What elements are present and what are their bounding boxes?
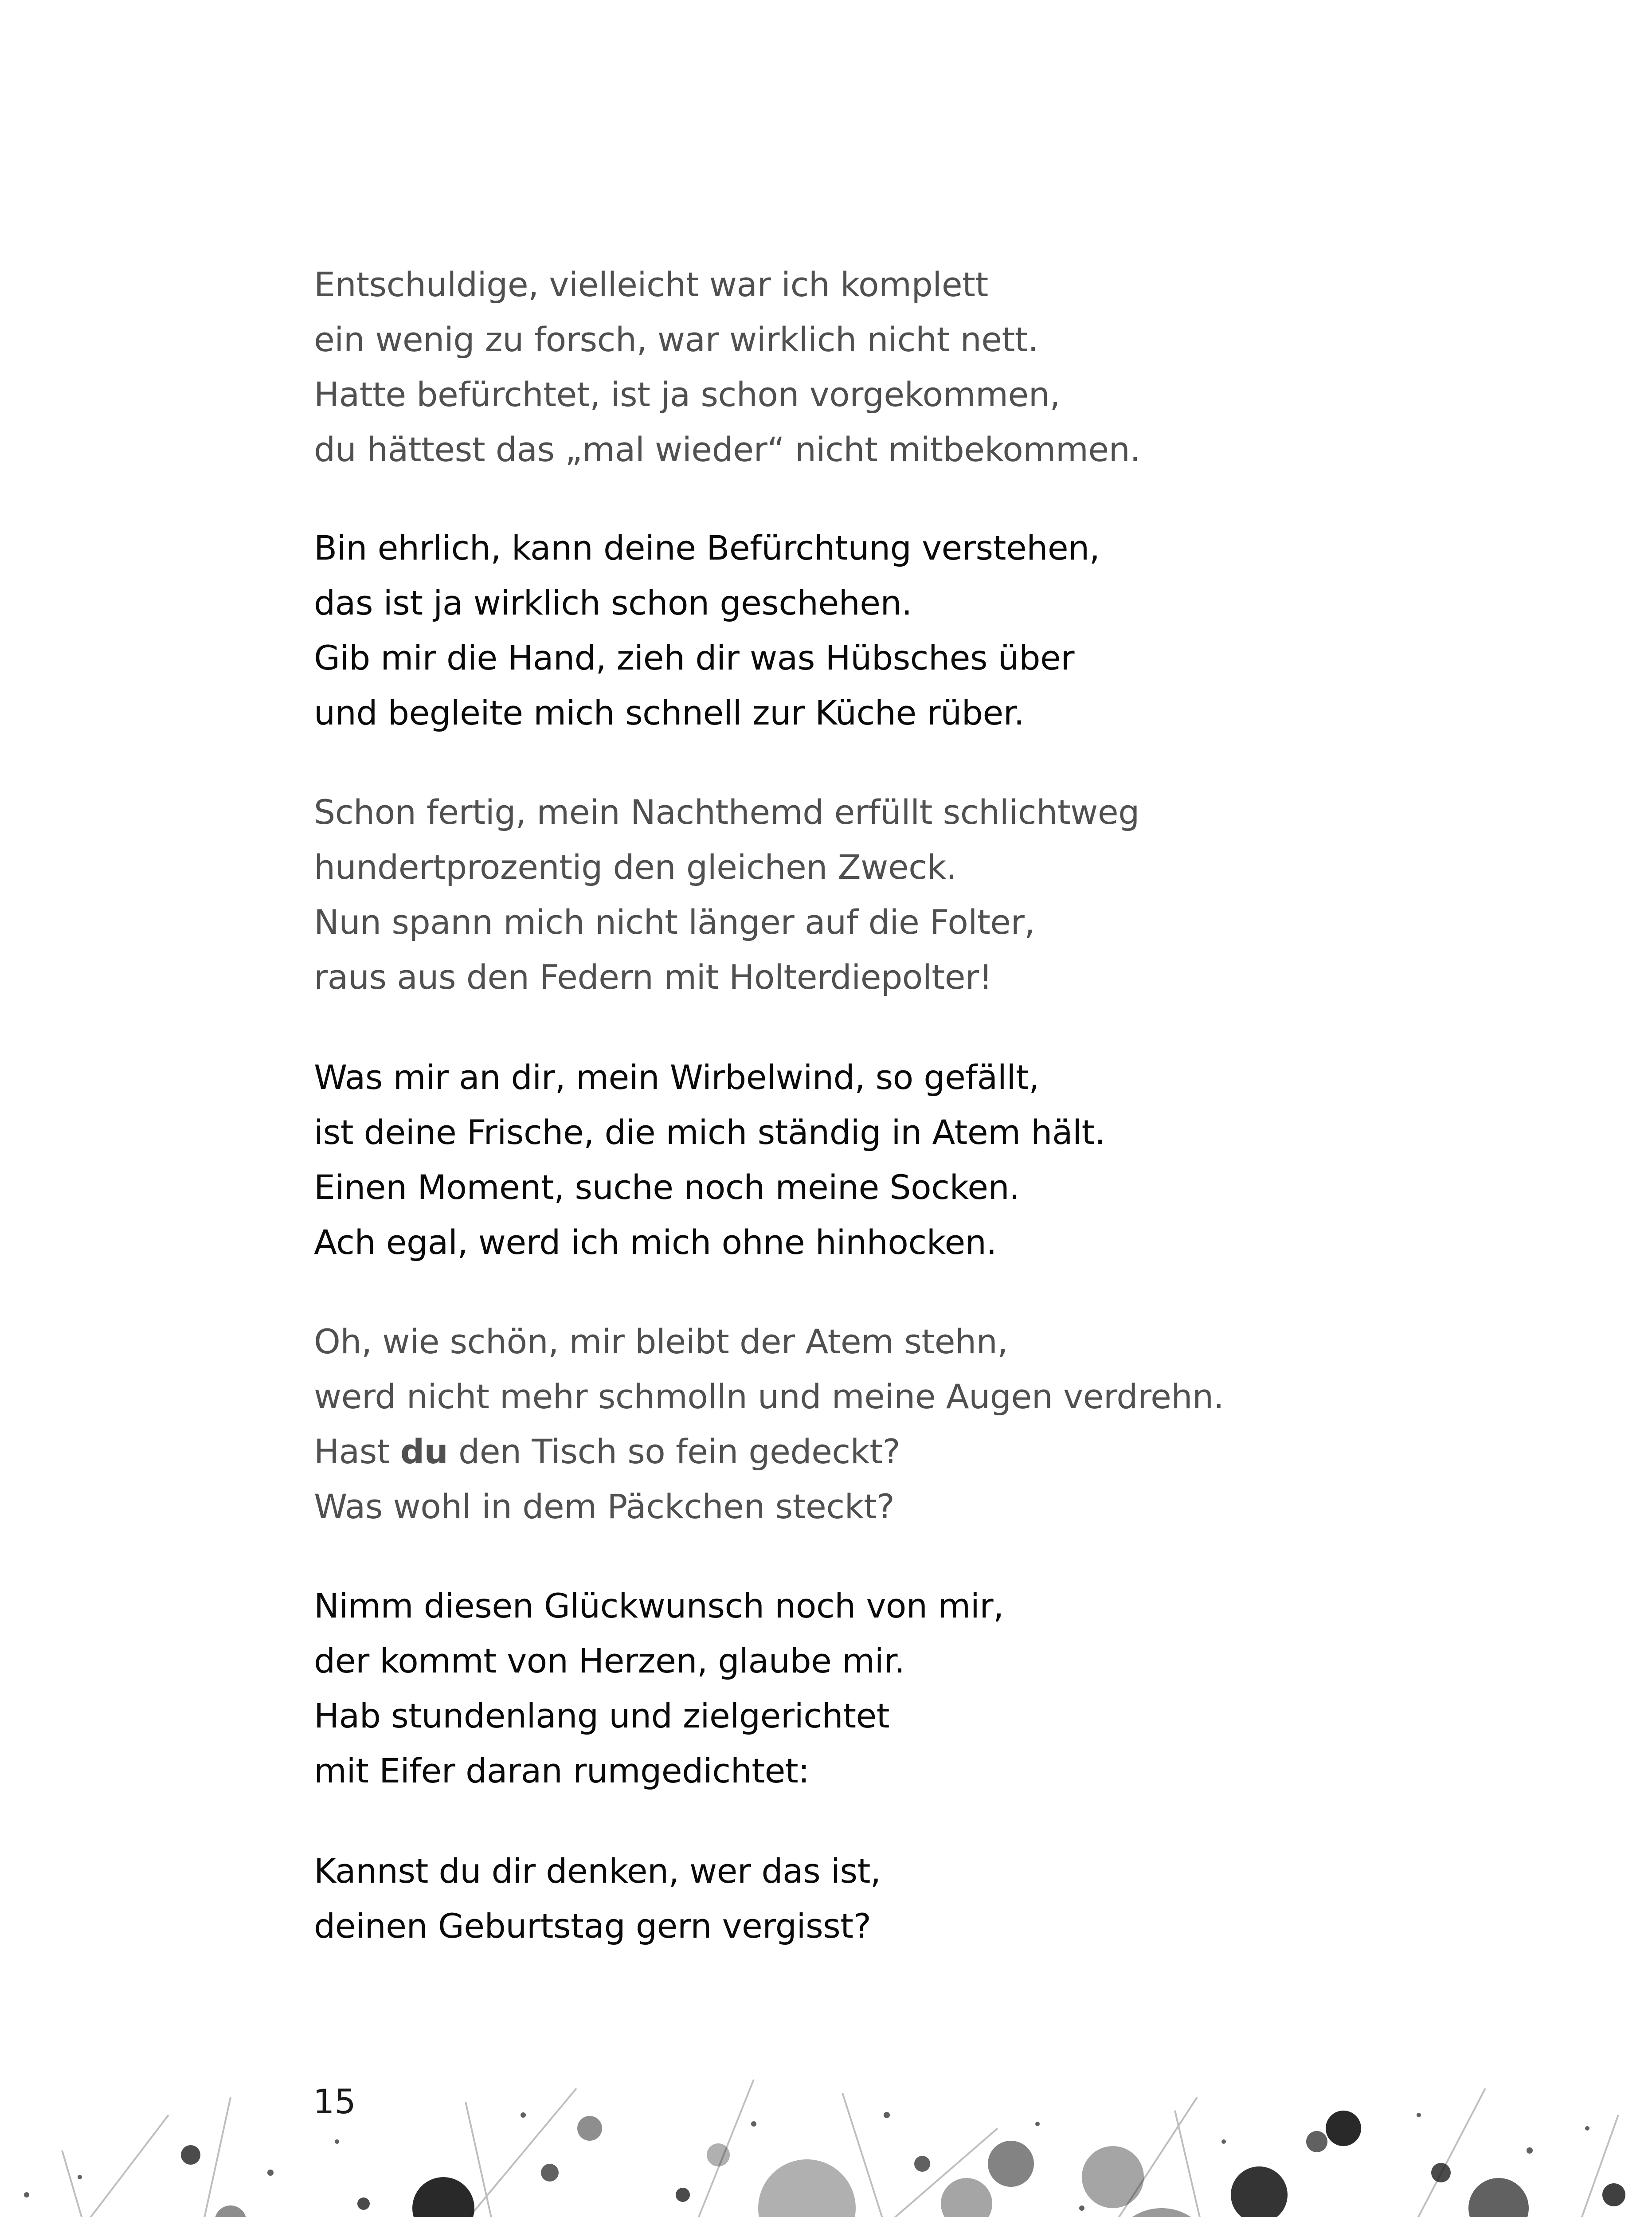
stanza-6: [314, 1579, 1600, 1798]
poem-line: Einen Moment, suche noch meine Socken.: [314, 1167, 1020, 1207]
poem-line: Oh, wie schön, mir bleibt der Atem stehn,: [314, 1322, 1008, 1361]
stanza-2: [314, 521, 1600, 740]
line-text: den Tisch so fein gedeckt?: [448, 1432, 900, 1471]
line-text: Hast: [314, 1432, 400, 1471]
stanza-4: [314, 1050, 1600, 1270]
poem-line: das ist ja wirklich schon geschehen.: [314, 583, 912, 623]
stanza-5: [314, 1314, 1600, 1534]
poem-line: Gib mir die Hand, zieh dir was Hübsches über: [314, 638, 1075, 678]
ink-splatter-decoration: [0, 2062, 1652, 2217]
poem-line: Was mir an dir, mein Wirbelwind, so gefällt,: [314, 1058, 1039, 1097]
page-number: 15: [313, 2082, 356, 2121]
emphasized-word: du: [400, 1432, 448, 1471]
poem-line: raus aus den Federn mit Holterdiepolter!: [314, 957, 992, 997]
poem-line: Ach egal, werd ich mich ohne hinhocken.: [314, 1222, 997, 1262]
poem-line: Bin ehrlich, kann deine Befürchtung verstehen,: [314, 528, 1100, 568]
poem-line: Entschuldige, vielleicht war ich komplett: [314, 265, 988, 304]
poem-line: Was wohl in dem Päckchen steckt?: [314, 1487, 895, 1526]
poem-line: hundertprozentig den gleichen Zweck.: [314, 847, 957, 887]
stanza-3: [314, 785, 1600, 1005]
poem-line: Nun spann mich nicht länger auf die Folter,: [314, 902, 1035, 942]
ink-blots: [33, 2111, 1652, 2217]
poem-line: der kommt von Herzen, glaube mir.: [314, 1641, 905, 1680]
poem-line: Kannst du dir denken, wer das ist,: [314, 1851, 881, 1891]
poem-line: und begleite mich schnell zur Küche rüber.: [314, 693, 1025, 732]
poem-line: Hatte befürchtet, ist ja schon vorgekommen,: [314, 375, 1061, 414]
poem-line: deinen Geburtstag gern vergisst?: [314, 1906, 871, 1946]
stanza-1: [314, 257, 1600, 477]
poem-line: Schon fertig, mein Nachthemd erfüllt schlichtweg: [314, 792, 1139, 832]
poem-line: ein wenig zu forsch, war wirklich nicht nett.: [314, 320, 1038, 359]
poem-line: mit Eifer daran rumgedichtet:: [314, 1751, 810, 1790]
poem-line: Hab stundenlang und zielgerichtet: [314, 1696, 890, 1735]
poem-line: Nimm diesen Glückwunsch noch von mir,: [314, 1586, 1004, 1626]
poem-line: werd nicht mehr schmolln und meine Augen verdrehn.: [314, 1377, 1224, 1416]
poem-line: du hättest das „mal wieder“ nicht mitbekommen.: [314, 430, 1140, 469]
poem-line-with-emphasis: [314, 1424, 1600, 1479]
stanza-7: [314, 1844, 1600, 1954]
poem-line: ist deine Frische, die mich ständig in Atem hält.: [314, 1112, 1105, 1152]
